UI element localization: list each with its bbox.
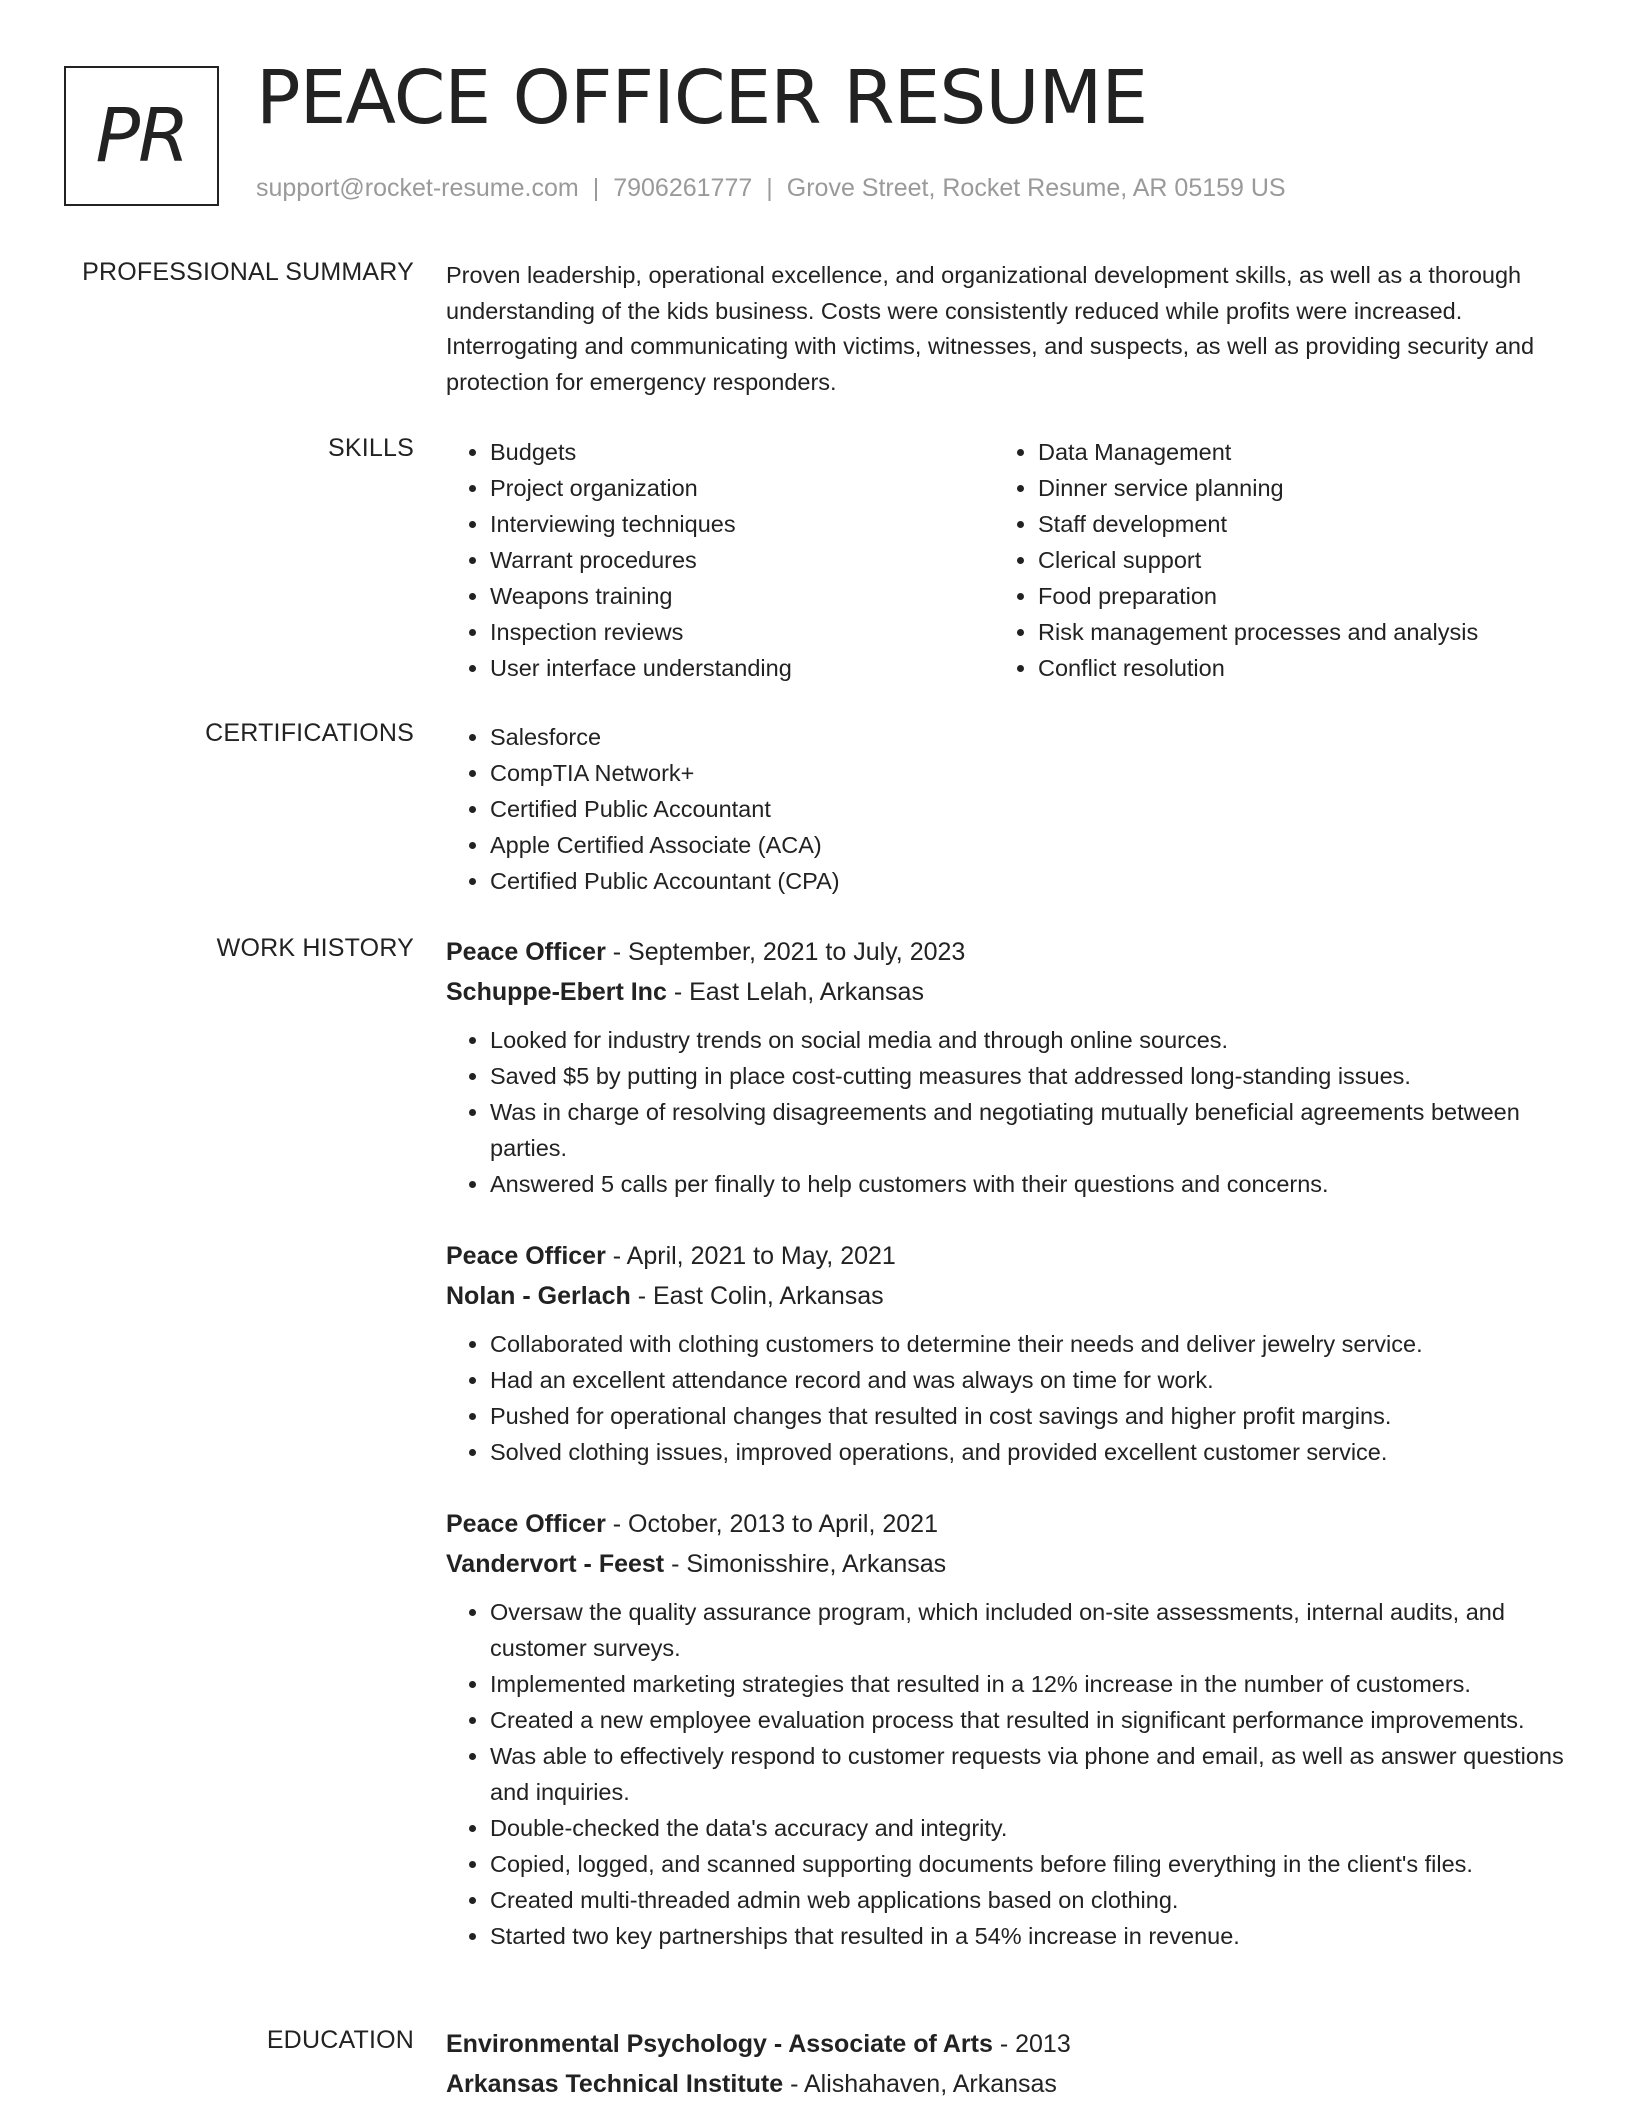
job-entry [446,1504,1566,1954]
skills-list-left [446,434,994,686]
job-bullet: • Answered 5 calls per finally to help customers with their questions and concerns. [490,1166,1566,1202]
job-title-line [446,1236,1566,1276]
contact-phone[interactable]: 7906261777 [613,174,753,202]
job-bullet: • Collaborated with clothing customers to determine their needs and deliver jewelry service. [490,1326,1566,1362]
skill-item: • Conflict resolution [1038,650,1542,686]
section-heading-work: WORK HISTORY [216,934,414,962]
contact-address: Grove Street, Rocket Resume, AR 05159 US [786,174,1286,202]
certification-item: • Apple Certified Associate (ACA) [490,827,1566,863]
skill-item: • Inspection reviews [490,614,994,650]
degree-name: Environmental Psychology - Associate of Arts [446,2030,993,2058]
section-heading-education: EDUCATION [266,2026,414,2054]
school-line [446,2064,1566,2104]
summary-text: Proven leadership, operational excellence, and organizational development skills, as well as a thorough understanding of the kids business. Costs were consistently reduced while profits were increased. Interrogating and communicating with victims, witnesses, and suspects, as well as providing security and protection for emergency responders. [446,262,1535,395]
job-bullet: • Was able to effectively respond to customer requests via phone and email, as well as answer questions and inquiries. [490,1738,1566,1810]
certifications-list [446,719,1566,899]
company-location: - Simonisshire, Arkansas [664,1550,947,1578]
school-name: Arkansas Technical Institute [446,2070,784,2098]
job-bullet: • Started two key partnerships that resulted in a 54% increase in revenue. [490,1918,1566,1954]
job-title: Peace Officer [446,1242,606,1270]
company-line [446,1276,1566,1316]
job-bullet: • Copied, logged, and scanned supporting documents before filing everything in the client's files. [490,1846,1566,1882]
job-bullet: • Was in charge of resolving disagreements and negotiating mutually beneficial agreements between parties. [490,1094,1566,1166]
skill-item: • Interviewing techniques [490,506,994,542]
contact-line [256,174,1286,203]
job-bullets [446,1326,1566,1470]
section-heading-skills: SKILLS [328,434,414,462]
job-title-line [446,1504,1566,1544]
skill-item: • Dinner service planning [1038,470,1542,506]
company-line [446,1544,1566,1584]
skill-item: • Clerical support [1038,542,1542,578]
company-line [446,972,1566,1012]
job-entry [446,932,1566,1202]
skill-item: • User interface understanding [490,650,994,686]
job-title: Peace Officer [446,938,606,966]
certification-item: • Certified Public Accountant (CPA) [490,863,1566,899]
skill-item: • Food preparation [1038,578,1542,614]
job-dates: - April, 2021 to May, 2021 [605,1242,896,1270]
company-location: - East Colin, Arkansas [630,1282,884,1310]
company-name: Schuppe-Ebert Inc [446,978,667,1006]
section-heading-certifications: CERTIFICATIONS [205,719,414,747]
job-bullet: • Looked for industry trends on social media and through online sources. [490,1022,1566,1058]
skill-item: • Budgets [490,434,994,470]
job-entry [446,1236,1566,1470]
job-bullet: • Double-checked the data's accuracy and integrity. [490,1810,1566,1846]
monogram-badge: PR [64,66,219,206]
job-bullet: • Had an excellent attendance record and was always on time for work. [490,1362,1566,1398]
skills-list-right [994,434,1542,686]
skill-item: • Risk management processes and analysis [1038,614,1542,650]
job-bullet: • Implemented marketing strategies that resulted in a 12% increase in the number of customers. [490,1666,1566,1702]
certification-item: • Salesforce [490,719,1566,755]
company-location: - East Lelah, Arkansas [666,978,924,1006]
certification-item: • CompTIA Network+ [490,755,1566,791]
job-bullet: • Saved $5 by putting in place cost-cutting measures that addressed long-standing issues. [490,1058,1566,1094]
work-history-body [446,932,1566,1988]
skill-item: • Data Management [1038,434,1542,470]
education-body [446,2024,1566,2104]
skills-body [446,434,1566,686]
certification-item: • Certified Public Accountant [490,791,1566,827]
job-bullet: • Solved clothing issues, improved operations, and provided excellent customer service. [490,1434,1566,1470]
job-title-line [446,932,1566,972]
contact-separator: | [766,174,773,202]
resume-title: PEACE OFFICER RESUME [256,55,1148,141]
certifications-body [446,719,1566,899]
skill-item: • Warrant procedures [490,542,994,578]
job-dates: - September, 2021 to July, 2023 [605,938,966,966]
company-name: Nolan - Gerlach [446,1282,631,1310]
skill-item: • Weapons training [490,578,994,614]
contact-email[interactable]: support@rocket-resume.com [256,174,579,202]
job-bullet: • Created a new employee evaluation process that resulted in significant performance improvements. [490,1702,1566,1738]
job-bullets [446,1594,1566,1954]
contact-separator: | [592,174,600,202]
degree-line [446,2024,1566,2064]
job-bullet: • Pushed for operational changes that resulted in cost savings and higher profit margins. [490,1398,1566,1434]
job-dates: - October, 2013 to April, 2021 [605,1510,938,1538]
section-heading-summary: PROFESSIONAL SUMMARY [82,258,414,286]
job-title: Peace Officer [446,1510,606,1538]
graduation-year: - 2013 [992,2030,1071,2058]
job-bullets [446,1022,1566,1202]
company-name: Vandervort - Feest [446,1550,665,1578]
skill-item: • Staff development [1038,506,1542,542]
job-bullet: • Created multi-threaded admin web applications based on clothing. [490,1882,1566,1918]
job-bullet: • Oversaw the quality assurance program, which included on-site assessments, internal audits, and customer surveys. [490,1594,1566,1666]
skill-item: • Project organization [490,470,994,506]
school-location: - Alishahaven, Arkansas [783,2070,1057,2098]
